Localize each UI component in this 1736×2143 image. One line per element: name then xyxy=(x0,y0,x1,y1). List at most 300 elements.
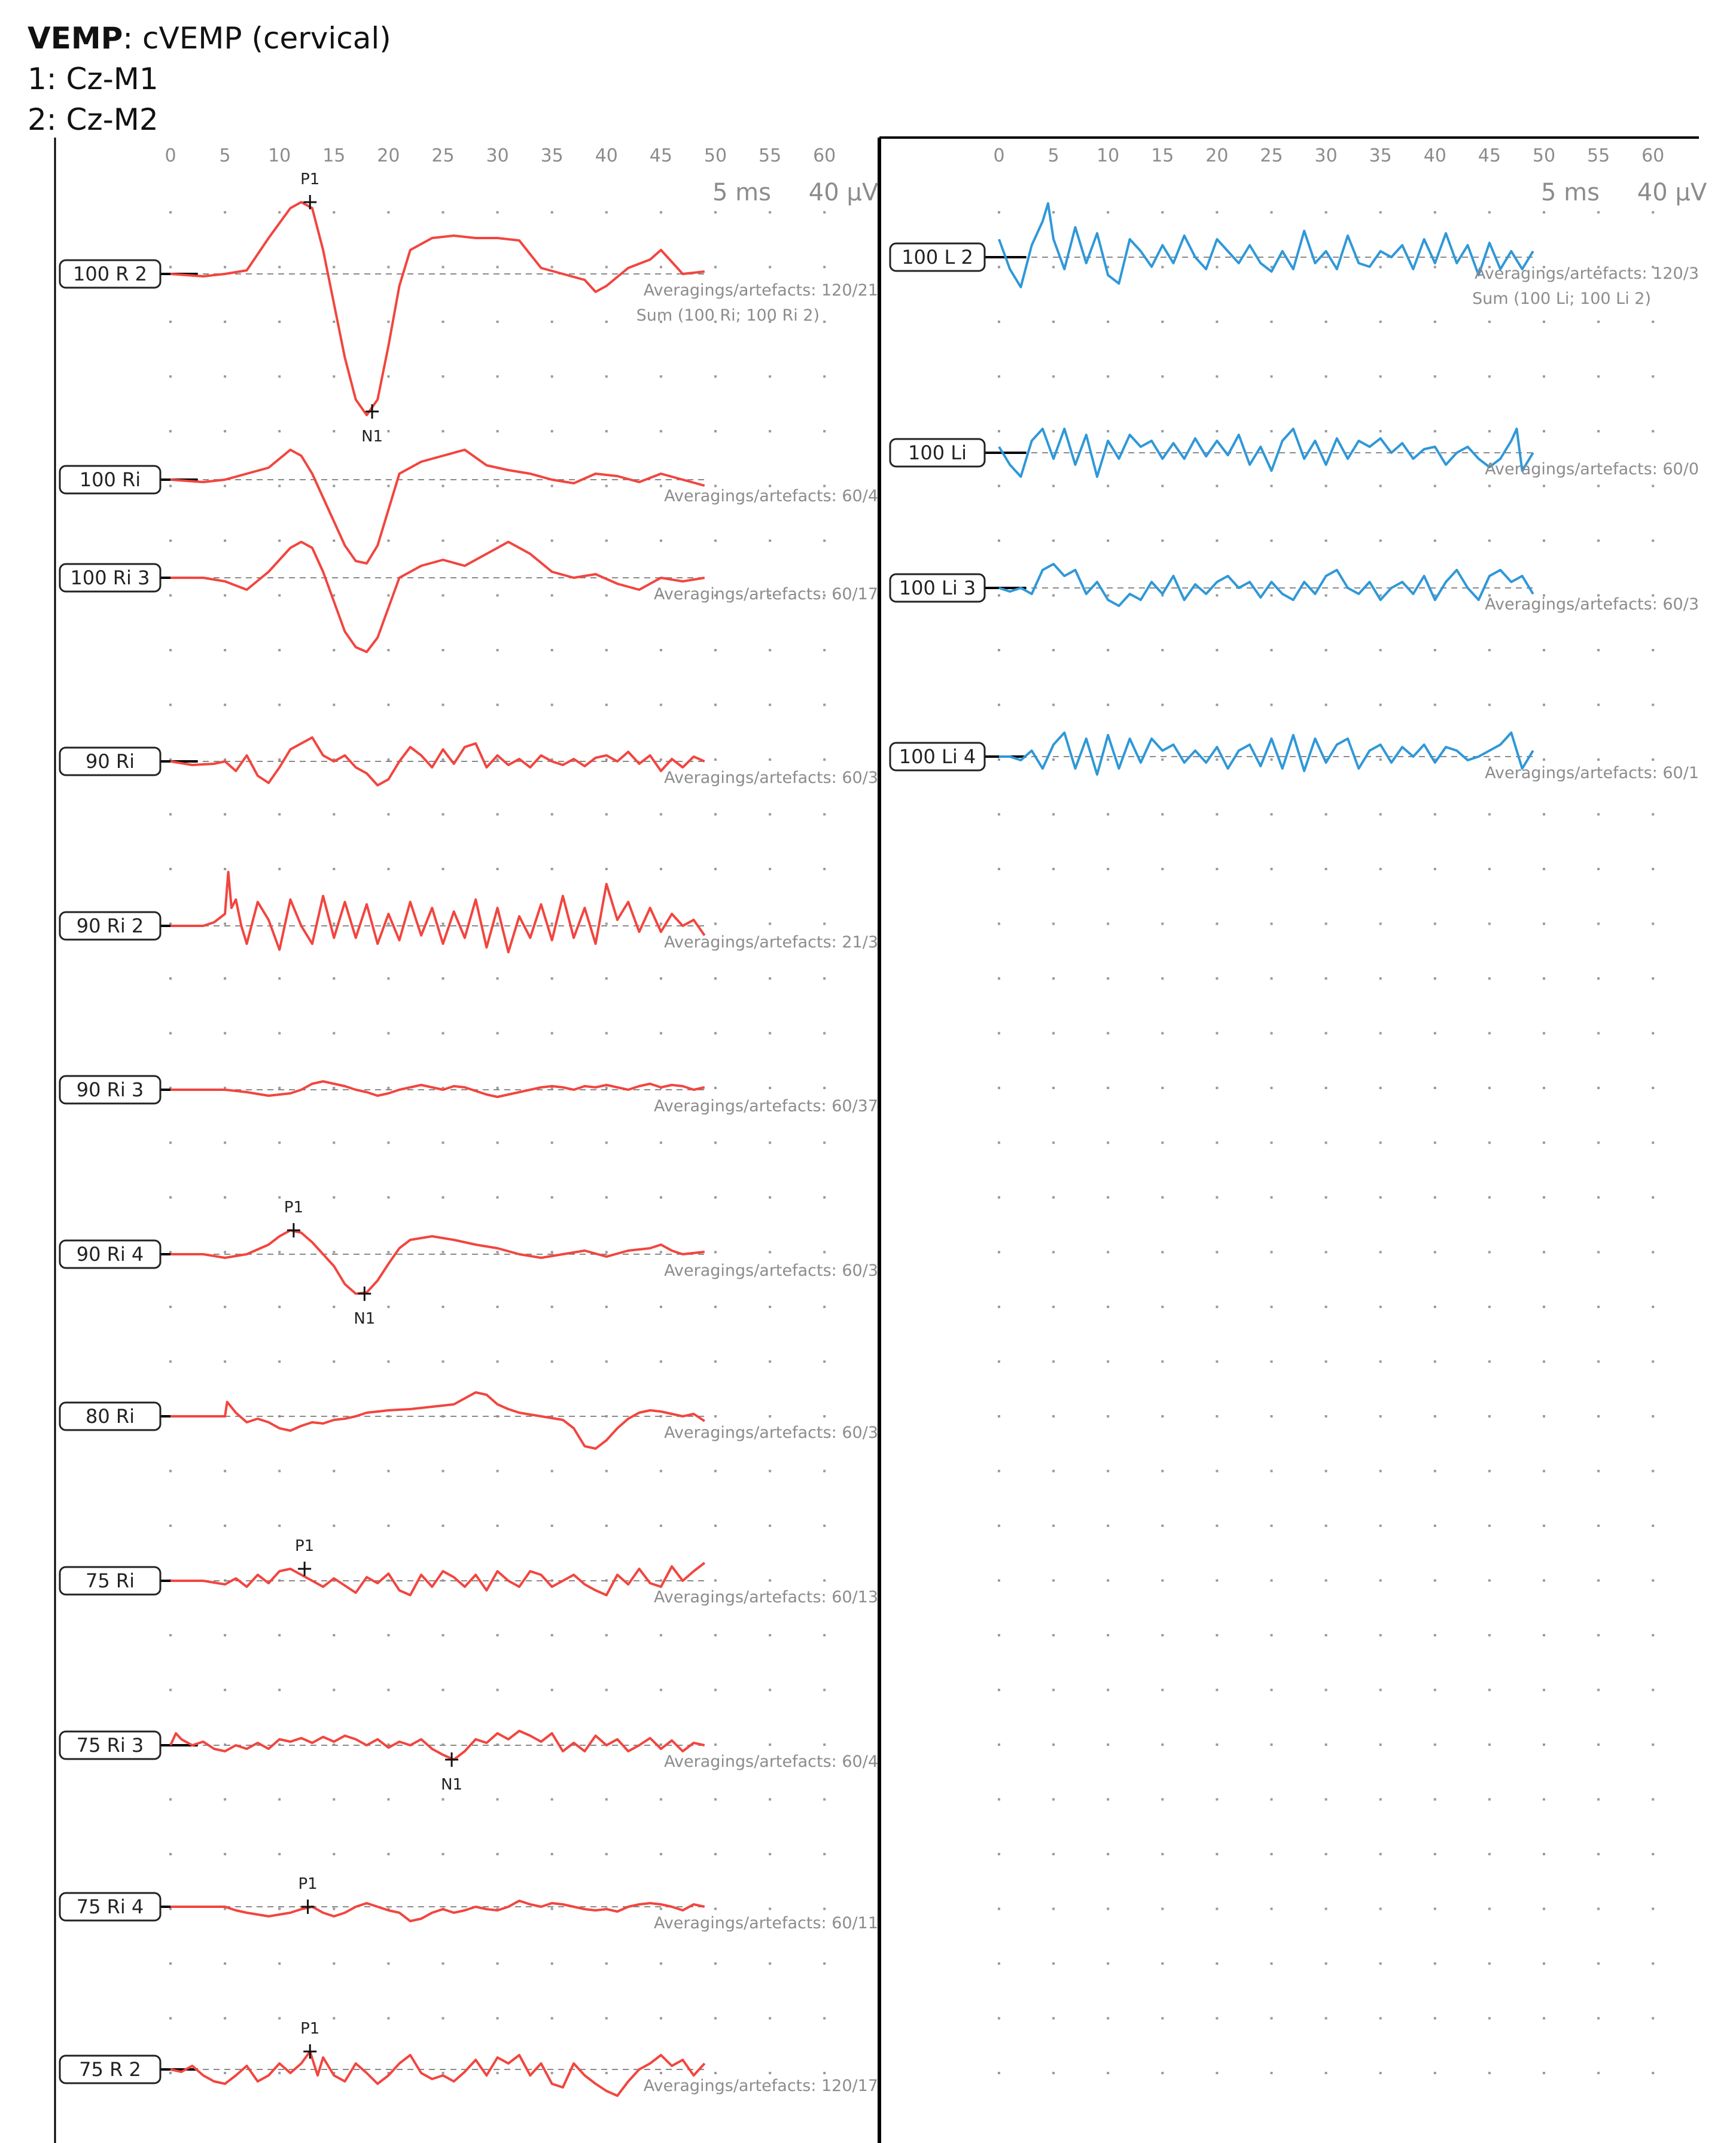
grid-dot xyxy=(551,1196,553,1199)
grid-dot xyxy=(660,1032,662,1035)
averagings-info: Averagings/artefacts: 60/13 xyxy=(653,1588,878,1607)
grid-dot xyxy=(1543,813,1545,816)
peak-label: P1 xyxy=(284,1199,304,1217)
grid-dot xyxy=(1161,1415,1164,1418)
x-tick-label: 40 xyxy=(595,145,618,166)
grid-dot xyxy=(551,1962,553,1965)
grid-dot xyxy=(1216,595,1218,597)
grid-dot xyxy=(1434,2072,1436,2074)
grid-dot xyxy=(1161,211,1164,214)
grid-dot xyxy=(278,539,281,542)
grid-dot xyxy=(1379,1087,1382,1089)
grid-dot xyxy=(1652,977,1654,980)
grid-dot xyxy=(169,1853,172,1855)
grid-dot xyxy=(1379,1415,1382,1418)
grid-dot xyxy=(442,321,444,323)
grid-dot xyxy=(769,430,771,432)
grid-dot xyxy=(1652,539,1654,542)
grid-dot xyxy=(1107,1196,1109,1199)
trace-8 xyxy=(60,1537,878,1607)
grid-dot xyxy=(1652,1142,1654,1144)
grid-dot xyxy=(605,430,608,432)
grid-dot xyxy=(823,758,826,761)
grid-dot xyxy=(387,266,389,269)
x-tick-label: 60 xyxy=(1641,145,1665,166)
grid-dot xyxy=(497,485,499,487)
grid-dot xyxy=(769,758,771,761)
trace-label: 100 Li 3 xyxy=(899,577,976,599)
trace-label: 100 L 2 xyxy=(901,246,973,269)
grid-dot xyxy=(278,1689,281,1691)
scale-time-label: 5 ms xyxy=(1541,179,1600,206)
grid-dot xyxy=(1271,758,1273,761)
grid-dot xyxy=(1107,868,1109,870)
grid-dot xyxy=(333,376,335,378)
trace-label: 80 Ri xyxy=(85,1405,135,1428)
grid-dot xyxy=(333,485,335,487)
grid-dot xyxy=(1161,1634,1164,1636)
waveform xyxy=(170,450,705,563)
grid-dot xyxy=(714,1470,717,1473)
grid-dot xyxy=(1597,2072,1600,2074)
grid-dot xyxy=(1597,923,1600,925)
averagings-info: Averagings/artefacts: 120/17 xyxy=(643,2077,878,2095)
grid-dot xyxy=(551,1634,553,1636)
grid-dot xyxy=(169,868,172,870)
grid-dot xyxy=(1161,539,1164,542)
averagings-info: Averagings/artefacts: 60/3 xyxy=(1485,595,1699,614)
grid-dot xyxy=(1052,2017,1055,2020)
grid-dot xyxy=(998,1087,1000,1089)
grid-dot xyxy=(1271,1361,1273,1363)
grid-dot xyxy=(714,430,717,432)
grid-dot xyxy=(714,1634,717,1636)
grid-dot xyxy=(497,1087,499,1089)
grid-dot xyxy=(605,1142,608,1144)
grid-dot xyxy=(769,1087,771,1089)
grid-dot xyxy=(605,1306,608,1308)
grid-dot xyxy=(998,266,1000,269)
grid-dot xyxy=(1052,758,1055,761)
grid-dot xyxy=(1488,1908,1491,1910)
grid-dot xyxy=(387,376,389,378)
grid-dot xyxy=(333,321,335,323)
grid-dot xyxy=(551,1689,553,1691)
grid-dot xyxy=(442,1470,444,1473)
trace-10 xyxy=(60,1875,878,1932)
grid-dot xyxy=(1216,868,1218,870)
x-tick-label: 30 xyxy=(1314,145,1338,166)
grid-dot xyxy=(1271,1470,1273,1473)
grid-dot xyxy=(1488,430,1491,432)
grid-dot xyxy=(769,649,771,651)
grid-dot xyxy=(1379,1743,1382,1746)
grid-dot xyxy=(551,923,553,925)
grid-dot xyxy=(1107,704,1109,706)
grid-dot xyxy=(769,1908,771,1910)
grid-dot xyxy=(769,1525,771,1527)
grid-dot xyxy=(1271,649,1273,651)
trace-label: 100 Li xyxy=(908,441,967,464)
grid-dot xyxy=(278,1908,281,1910)
grid-dot xyxy=(442,923,444,925)
grid-dot xyxy=(1434,321,1436,323)
averagings-info: Averagings/artefacts: 120/3 xyxy=(1474,264,1699,283)
grid-dot xyxy=(497,923,499,925)
grid-dot xyxy=(998,1415,1000,1418)
grid-dot xyxy=(1052,1908,1055,1910)
grid-dot xyxy=(169,1470,172,1473)
grid-dot xyxy=(1434,1032,1436,1035)
grid-dot xyxy=(605,595,608,597)
grid-dot xyxy=(497,649,499,651)
grid-dot xyxy=(224,1689,226,1691)
grid-dot xyxy=(605,704,608,706)
grid-dot xyxy=(224,1142,226,1144)
grid-dot xyxy=(551,1032,553,1035)
grid-dot xyxy=(387,1032,389,1035)
grid-dot xyxy=(1325,1743,1327,1746)
grid-dot xyxy=(1488,1196,1491,1199)
grid-dot xyxy=(442,1634,444,1636)
grid-dot xyxy=(224,1525,226,1527)
grid-dot xyxy=(998,1853,1000,1855)
grid-dot xyxy=(278,1962,281,1965)
panel-right xyxy=(60,145,879,2096)
grid-dot xyxy=(998,1470,1000,1473)
grid-dot xyxy=(769,2072,771,2074)
grid-dot xyxy=(551,595,553,597)
grid-dot xyxy=(333,1962,335,1965)
grid-dot xyxy=(1107,1853,1109,1855)
x-tick-label: 15 xyxy=(322,145,346,166)
grid-dot xyxy=(1107,2072,1109,2074)
grid-dot xyxy=(769,1032,771,1035)
waveform xyxy=(999,203,1533,287)
grid-dot xyxy=(442,977,444,980)
grid-dot xyxy=(1325,1032,1327,1035)
grid-dot xyxy=(551,704,553,706)
grid-dot xyxy=(1652,1415,1654,1418)
grid-dot xyxy=(278,704,281,706)
grid-dot xyxy=(1379,1306,1382,1308)
grid-dot xyxy=(1652,2017,1654,2020)
grid-dot xyxy=(278,2072,281,2074)
grid-dot xyxy=(1379,321,1382,323)
grid-dot xyxy=(442,595,444,597)
grid-dot xyxy=(1488,1689,1491,1691)
grid-dot xyxy=(660,1142,662,1144)
grid-dot xyxy=(605,868,608,870)
grid-dot xyxy=(1052,1251,1055,1254)
grid-dot xyxy=(1488,758,1491,761)
averagings-info: Averagings/artefacts: 60/17 xyxy=(653,585,878,603)
grid-dot xyxy=(551,868,553,870)
grid-dot xyxy=(1597,539,1600,542)
grid-dot xyxy=(1488,649,1491,651)
grid-dot xyxy=(998,376,1000,378)
grid-dot xyxy=(1161,1853,1164,1855)
grid-dot xyxy=(1652,1361,1654,1363)
grid-dot xyxy=(1597,1634,1600,1636)
grid-dot xyxy=(387,539,389,542)
grid-dot xyxy=(497,758,499,761)
grid-dot xyxy=(1052,1798,1055,1801)
grid-dot xyxy=(1488,1525,1491,1527)
grid-dot xyxy=(1052,1361,1055,1363)
grid-dot xyxy=(1543,1689,1545,1691)
grid-dot xyxy=(1271,868,1273,870)
grid-dot xyxy=(1325,211,1327,214)
grid-dot xyxy=(823,430,826,432)
grid-dot xyxy=(1652,813,1654,816)
grid-dot xyxy=(1379,1525,1382,1527)
grid-dot xyxy=(1652,1306,1654,1308)
grid-dot xyxy=(605,1962,608,1965)
grid-dot xyxy=(333,813,335,816)
x-tick-label: 10 xyxy=(1097,145,1120,166)
grid-dot xyxy=(169,813,172,816)
trace-label: 75 R 2 xyxy=(79,2058,141,2081)
grid-dot xyxy=(1543,1798,1545,1801)
grid-dot xyxy=(769,1580,771,1582)
grid-dot xyxy=(1271,977,1273,980)
grid-dot xyxy=(660,266,662,269)
grid-dot xyxy=(1161,649,1164,651)
grid-dot xyxy=(660,1962,662,1965)
trace-1 xyxy=(60,450,878,563)
grid-dot xyxy=(387,923,389,925)
grid-dot xyxy=(1325,977,1327,980)
grid-dot xyxy=(387,1470,389,1473)
grid-dot xyxy=(1216,1087,1218,1089)
grid-dot xyxy=(333,704,335,706)
grid-dot xyxy=(1597,211,1600,214)
x-tick-label: 25 xyxy=(1260,145,1283,166)
grid-dot xyxy=(769,1962,771,1965)
grid-dot xyxy=(660,1689,662,1691)
grid-dot xyxy=(605,376,608,378)
grid-dot xyxy=(714,923,717,925)
grid-dot xyxy=(605,539,608,542)
grid-dot xyxy=(1107,1908,1109,1910)
grid-dot xyxy=(442,1032,444,1035)
grid-dot xyxy=(1325,704,1327,706)
grid-dot xyxy=(442,266,444,269)
grid-dot xyxy=(1216,321,1218,323)
grid-dot xyxy=(1597,321,1600,323)
trace-label: 100 Ri 3 xyxy=(70,566,150,589)
grid-dot xyxy=(1379,1196,1382,1199)
grid-dot xyxy=(1543,321,1545,323)
grid-dot xyxy=(1271,1580,1273,1582)
x-tick-label: 0 xyxy=(993,145,1005,166)
grid-dot xyxy=(387,1196,389,1199)
grid-dot xyxy=(1488,1142,1491,1144)
grid-dot xyxy=(1597,1908,1600,1910)
grid-dot xyxy=(1107,1798,1109,1801)
x-tick-label: 35 xyxy=(540,145,564,166)
peak-label: P1 xyxy=(298,1875,318,1893)
grid-dot xyxy=(769,2017,771,2020)
grid-dot xyxy=(1379,868,1382,870)
grid-dot xyxy=(1652,1525,1654,1527)
grid-dot xyxy=(1652,1470,1654,1473)
grid-dot xyxy=(551,1470,553,1473)
grid-dot xyxy=(278,595,281,597)
grid-dot xyxy=(605,1798,608,1801)
grid-dot xyxy=(1434,1908,1436,1910)
grid-dot xyxy=(714,1196,717,1199)
grid-dot xyxy=(1543,977,1545,980)
trace-label: 75 Ri 4 xyxy=(76,1895,144,1918)
grid-dot xyxy=(1379,2017,1382,2020)
peak-label: P1 xyxy=(300,170,320,188)
grid-dot xyxy=(1325,539,1327,542)
grid-dot xyxy=(551,977,553,980)
channel-2-label: 2: Cz-M2 xyxy=(28,102,159,137)
grid-dot xyxy=(1271,2072,1273,2074)
grid-dot xyxy=(1325,2072,1327,2074)
trace-6 xyxy=(60,1199,878,1328)
grid-dot xyxy=(551,539,553,542)
grid-dot xyxy=(497,2017,499,2020)
grid-dot xyxy=(1325,1908,1327,1910)
grid-dot xyxy=(497,1251,499,1254)
grid-dot xyxy=(1216,211,1218,214)
grid-dot xyxy=(1161,1689,1164,1691)
grid-dot xyxy=(551,649,553,651)
grid-dot xyxy=(1488,321,1491,323)
grid-dot xyxy=(1543,1196,1545,1199)
grid-dot xyxy=(769,1743,771,1746)
grid-dot xyxy=(224,1634,226,1636)
grid-dot xyxy=(1052,2072,1055,2074)
grid-dot xyxy=(1543,704,1545,706)
grid-dot xyxy=(387,211,389,214)
grid-dot xyxy=(551,485,553,487)
grid-dot xyxy=(1543,2072,1545,2074)
grid-dot xyxy=(1597,376,1600,378)
grid-dot xyxy=(1161,977,1164,980)
grid-dot xyxy=(278,1306,281,1308)
grid-dot xyxy=(1597,1798,1600,1801)
grid-dot xyxy=(769,1306,771,1308)
x-tick-label: 30 xyxy=(486,145,509,166)
scale-time-label: 5 ms xyxy=(712,179,771,206)
grid-dot xyxy=(442,1361,444,1363)
grid-dot xyxy=(823,376,826,378)
grid-dot xyxy=(660,923,662,925)
grid-dot xyxy=(333,1196,335,1199)
grid-dot xyxy=(387,1634,389,1636)
grid-dot xyxy=(1107,1142,1109,1144)
grid-dot xyxy=(1434,704,1436,706)
grid-dot xyxy=(224,1962,226,1965)
grid-dot xyxy=(1107,1470,1109,1473)
grid-dot xyxy=(660,977,662,980)
grid-dot xyxy=(1488,1743,1491,1746)
grid-dot xyxy=(551,2017,553,2020)
grid-dot xyxy=(605,1087,608,1089)
panel-left xyxy=(890,145,1707,2074)
grid-dot xyxy=(1161,2072,1164,2074)
waveform xyxy=(999,564,1533,606)
grid-dot xyxy=(1271,321,1273,323)
x-tick-label: 50 xyxy=(703,145,727,166)
grid-dot xyxy=(278,1251,281,1254)
grid-dot xyxy=(1216,1798,1218,1801)
grid-dot xyxy=(1597,1251,1600,1254)
grid-dot xyxy=(1652,1962,1654,1965)
grid-dot xyxy=(169,1798,172,1801)
grid-dot xyxy=(1052,266,1055,269)
grid-dot xyxy=(1543,2017,1545,2020)
grid-dot xyxy=(169,1634,172,1636)
grid-dot xyxy=(1161,1361,1164,1363)
grid-dot xyxy=(823,1908,826,1910)
channel-1-label: 1: Cz-M1 xyxy=(28,62,159,96)
grid-dot xyxy=(1161,485,1164,487)
grid-dot xyxy=(823,539,826,542)
grid-dot xyxy=(1434,1361,1436,1363)
grid-dot xyxy=(169,1361,172,1363)
grid-dot xyxy=(1107,1689,1109,1691)
waveform xyxy=(170,1563,705,1595)
grid-dot xyxy=(442,1196,444,1199)
waveform xyxy=(170,2051,705,2096)
grid-dot xyxy=(333,266,335,269)
averagings-info: Averagings/artefacts: 60/11 xyxy=(653,1914,878,1932)
grid-dot xyxy=(660,649,662,651)
grid-dot xyxy=(1597,1361,1600,1363)
grid-dot xyxy=(387,1853,389,1855)
grid-dot xyxy=(1488,1306,1491,1308)
grid-dot xyxy=(1271,1689,1273,1691)
grid-dot xyxy=(769,211,771,214)
grid-dot xyxy=(1271,485,1273,487)
grid-dot xyxy=(1052,376,1055,378)
grid-dot xyxy=(660,1470,662,1473)
grid-dot xyxy=(1652,1580,1654,1582)
grid-dot xyxy=(1379,1470,1382,1473)
grid-dot xyxy=(1052,595,1055,597)
grid-dot xyxy=(278,977,281,980)
grid-dot xyxy=(1107,1634,1109,1636)
grid-dot xyxy=(1107,1361,1109,1363)
grid-dot xyxy=(1161,1908,1164,1910)
grid-dot xyxy=(387,2017,389,2020)
grid-dot xyxy=(1488,1032,1491,1035)
grid-dot xyxy=(1379,430,1382,432)
grid-dot xyxy=(1543,1634,1545,1636)
grid-dot xyxy=(1543,868,1545,870)
grid-dot xyxy=(169,321,172,323)
grid-dot xyxy=(998,1361,1000,1363)
grid-dot xyxy=(1543,1415,1545,1418)
grid-dot xyxy=(1597,430,1600,432)
grid-dot xyxy=(1434,1470,1436,1473)
grid-dot xyxy=(1052,1415,1055,1418)
grid-dot xyxy=(1434,868,1436,870)
x-tick-label: 5 xyxy=(219,145,231,166)
grid-dot xyxy=(1161,1196,1164,1199)
grid-dot xyxy=(1052,1032,1055,1035)
grid-dot xyxy=(1543,1361,1545,1363)
grid-dot xyxy=(169,2072,172,2074)
trace-3 xyxy=(60,737,878,787)
grid-dot xyxy=(769,704,771,706)
